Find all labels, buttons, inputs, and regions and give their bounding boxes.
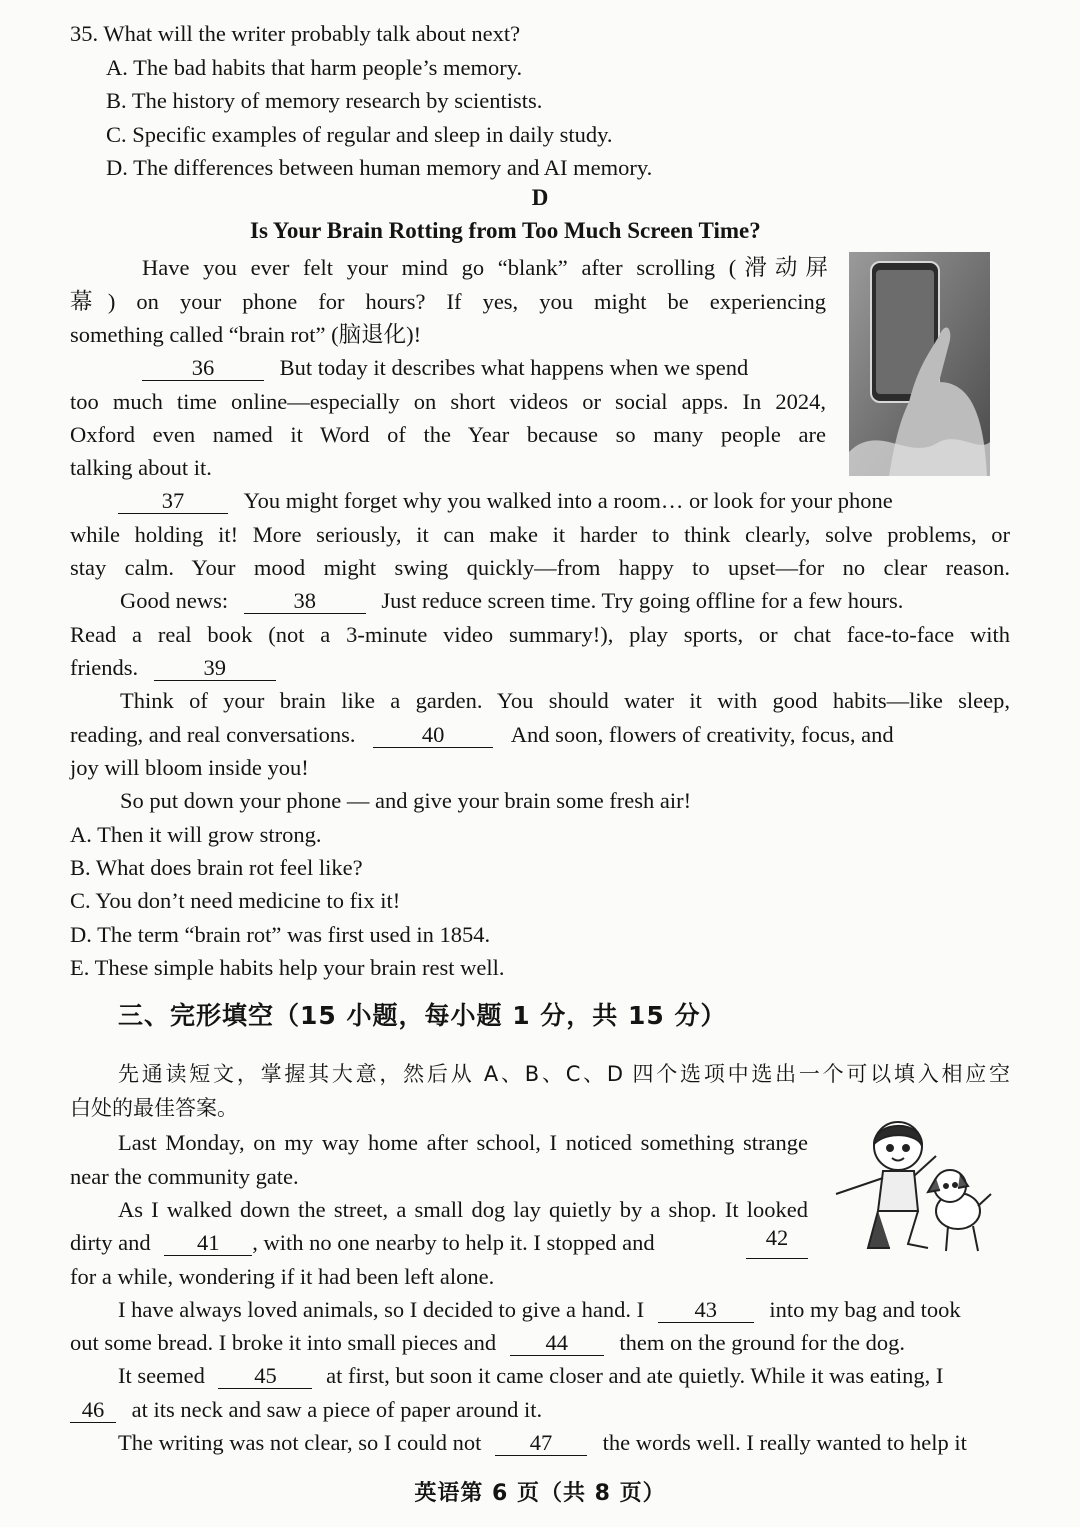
cloze-line-41-42	[70, 1226, 808, 1259]
cloze-text: them on the ground for the dog.	[619, 1330, 905, 1355]
passage-line: So put down your phone — and give your brain some fresh air!	[120, 788, 692, 813]
cloze-text: The writing was not clear, so I could not	[118, 1430, 482, 1455]
option-d: D. The term “brain rot” was first used in 1854.	[70, 922, 491, 947]
blank-44: 44	[510, 1331, 604, 1356]
blank-45: 45	[218, 1364, 312, 1389]
cloze-text: out some bread. I broke it into small pieces and	[70, 1330, 497, 1355]
passage-line: stay calm. Your mood might swing quickly—from happy to upset—for no clear reason.	[70, 555, 1010, 580]
blank-40: 40	[373, 723, 493, 748]
blank-43: 43	[658, 1298, 754, 1323]
option-a: A. Then it will grow strong.	[70, 822, 322, 847]
passage-line: 幕) on your phone for hours? If yes, you might be experiencing	[70, 289, 826, 314]
passage-text: friends.	[70, 655, 139, 680]
passage-line-36	[142, 351, 748, 384]
section-instruction: 先通读短文，掌握其大意，然后从 A、B、C、D 四个选项中选出一个可以填入相应空	[118, 1062, 1010, 1086]
section-instruction: 白处的最佳答案。	[70, 1096, 238, 1120]
passage-line: Read a real book (not a 3-minute video summary!), play sports, or chat face-to-face with	[70, 622, 1010, 647]
passage-line: while holding it! More seriously, it can make it harder to think clearly, solve problems, or	[70, 522, 1010, 547]
q35-option-a: A. The bad habits that harm people’s memory.	[106, 55, 523, 80]
q35-option-b: B. The history of memory research by scientists.	[106, 88, 543, 113]
passage-text: Good news:	[120, 588, 229, 613]
cloze-line: As I walked down the street, a small dog lay quietly by a shop. It looked	[118, 1197, 808, 1222]
passage-title: Is Your Brain Rotting from Too Much Screen Time?	[250, 218, 761, 243]
passage-line: joy will bloom inside you!	[70, 755, 309, 780]
option-e: E. These simple habits help your brain rest well.	[70, 955, 505, 980]
passage-line-37	[118, 484, 893, 517]
passage-text: And soon, flowers of creativity, focus, and	[510, 722, 894, 747]
blank-37: 37	[118, 489, 228, 514]
blank-42: 42	[746, 1226, 808, 1259]
blank-41: 41	[164, 1231, 252, 1256]
girl-with-dog-image	[828, 1116, 996, 1266]
cloze-text: It seemed	[118, 1363, 205, 1388]
phone-scrolling-image	[849, 252, 990, 476]
q35-option-c: C. Specific examples of regular and sleep in daily study.	[106, 122, 613, 147]
passage-text: Just reduce screen time. Try going offline for a few hours.	[381, 588, 904, 613]
cloze-line: near the community gate.	[70, 1164, 299, 1189]
passage-line-39	[70, 651, 276, 684]
cloze-line-43	[118, 1293, 961, 1326]
cloze-line-44	[70, 1326, 905, 1359]
q35-option-d: D. The differences between human memory and AI memory.	[106, 155, 653, 180]
cloze-text: the words well. I really wanted to help it	[602, 1430, 967, 1455]
option-b: B. What does brain rot feel like?	[70, 855, 363, 880]
cloze-text: into my bag and took	[769, 1297, 961, 1322]
cloze-text: I have always loved animals, so I decided to give a hand. I	[118, 1297, 645, 1322]
blank-36: 36	[142, 356, 264, 381]
page-footer: 英语第 6 页（共 8 页）	[414, 1481, 666, 1506]
section-heading: 三、完形填空（15 小题，每小题 1 分，共 15 分）	[118, 1001, 727, 1030]
passage-line: talking about it.	[70, 455, 212, 480]
passage-letter: D	[531, 185, 549, 210]
blank-38: 38	[244, 589, 366, 614]
passage-line-38	[120, 584, 903, 617]
passage-line: Oxford even named it Word of the Year because so many people are	[70, 422, 826, 447]
passage-line: too much time online—especially on short videos or social apps. In 2024,	[70, 389, 826, 414]
blank-47: 47	[495, 1431, 587, 1456]
passage-line-40	[70, 718, 894, 751]
cloze-line-47	[118, 1426, 967, 1459]
blank-46: 46	[70, 1398, 116, 1423]
question-35-stem: 35. What will the writer probably talk about next?	[70, 21, 521, 46]
cloze-line-45	[118, 1359, 943, 1392]
passage-text: reading, and real conversations.	[70, 722, 356, 747]
passage-line: something called “brain rot” (脑退化)!	[70, 322, 422, 347]
cloze-text: at its neck and saw a piece of paper around it.	[131, 1397, 543, 1422]
cloze-line: for a while, wondering if it had been left alone.	[70, 1264, 495, 1289]
blank-39: 39	[154, 656, 276, 681]
passage-text: But today it describes what happens when we spend	[279, 355, 749, 380]
cloze-line-46	[70, 1393, 542, 1426]
passage-line: Think of your brain like a garden. You should water it with good habits—like sleep,	[120, 688, 1010, 713]
option-c: C. You don’t need medicine to fix it!	[70, 888, 401, 913]
cloze-line: Last Monday, on my way home after school, I noticed something strange	[118, 1130, 808, 1155]
cloze-text: at first, but soon it came closer and ate quietly. While it was eating, I	[326, 1363, 944, 1388]
cloze-text: dirty and 41 , with no one nearby to help it. I stopped and	[70, 1230, 655, 1255]
passage-line: Have you ever felt your mind go “blank” after scrolling (滑动屏	[142, 255, 828, 280]
passage-text: You might forget why you walked into a room… or look for your phone	[243, 488, 893, 513]
